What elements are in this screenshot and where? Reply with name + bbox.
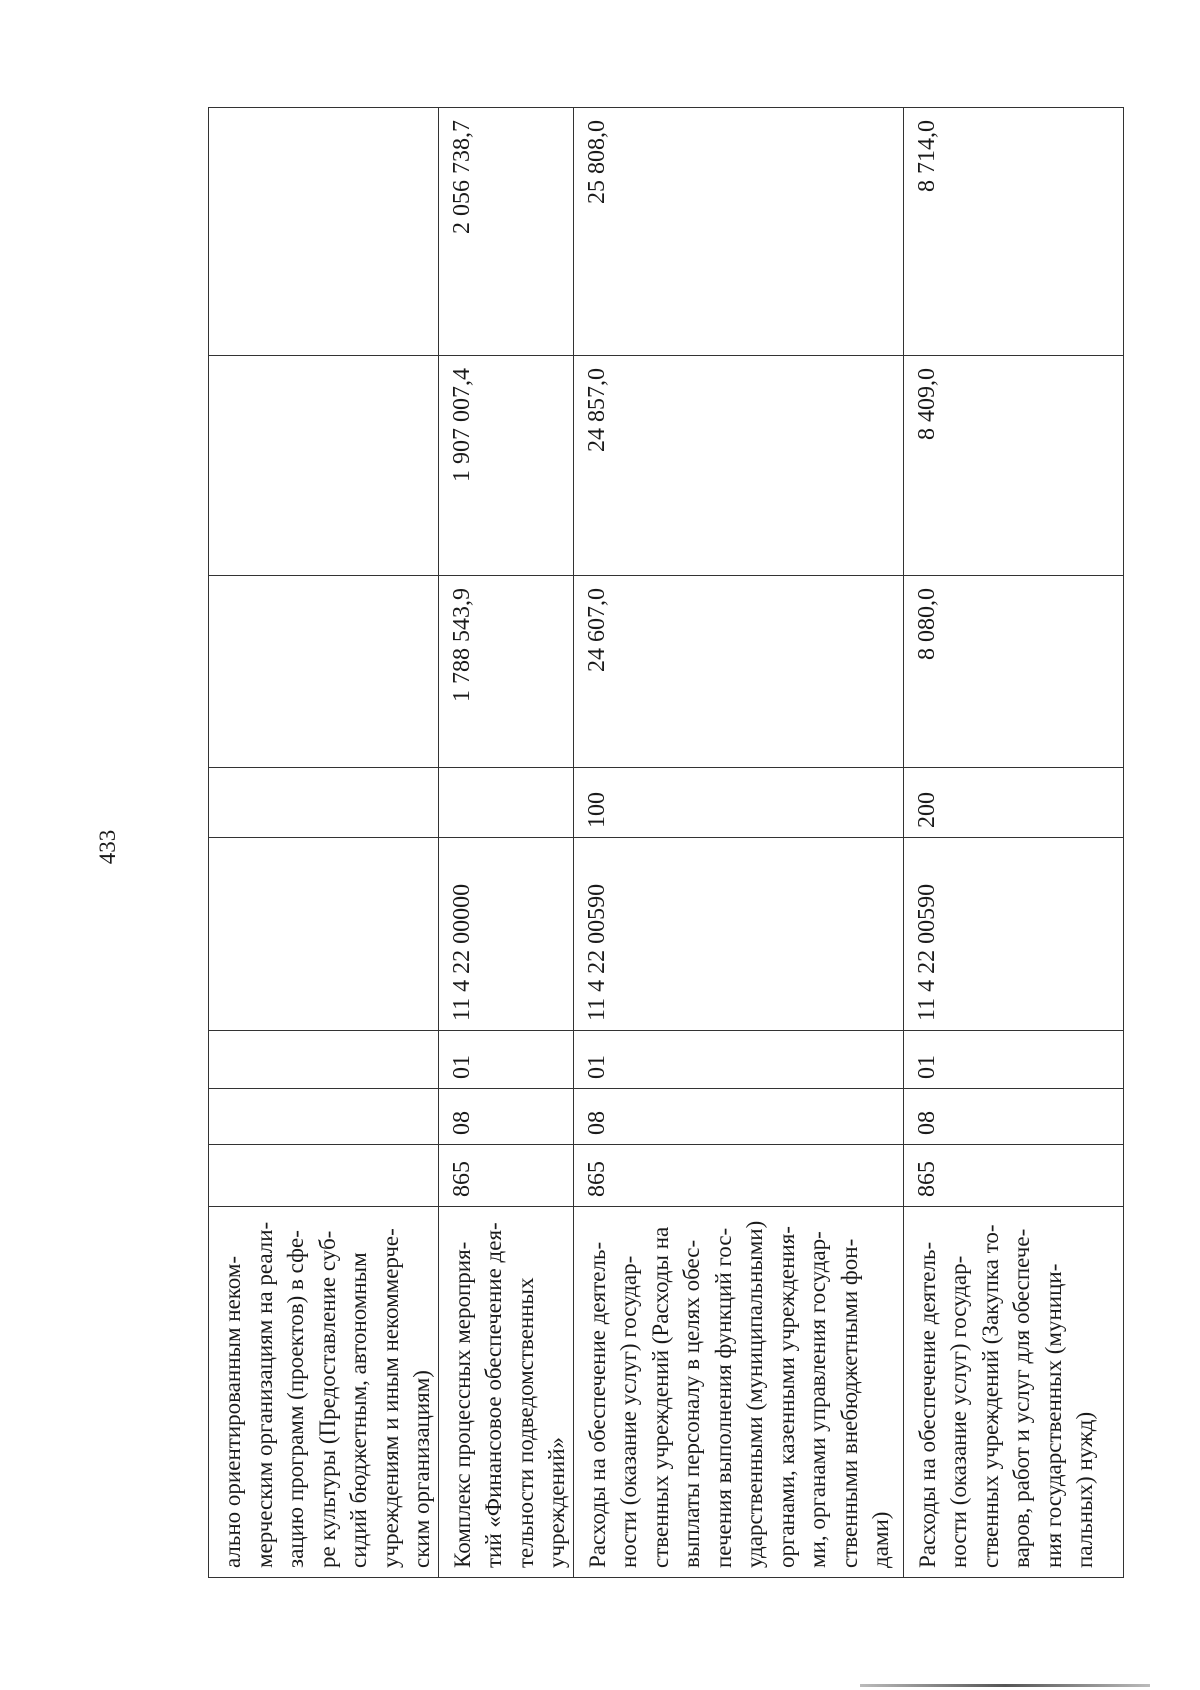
amount-cell-2: 24 857,0	[573, 356, 903, 576]
section-code-cell: 08	[903, 1089, 1123, 1145]
scan-edge-line	[860, 1684, 1150, 1687]
target-code-cell: 11 4 22 00000	[438, 838, 573, 1031]
amount-cell-3: 25 808,0	[573, 108, 903, 356]
subsection-code-cell: 01	[573, 1031, 903, 1089]
table-row	[209, 108, 439, 1578]
budget-table	[208, 107, 1124, 1578]
budget-table-container	[208, 108, 1108, 1578]
amount-cell-1	[209, 576, 439, 768]
ministry-code-cell	[209, 1145, 439, 1207]
ministry-code-cell: 865	[573, 1145, 903, 1207]
page-number: 433	[95, 829, 120, 865]
section-code-cell	[209, 1089, 439, 1145]
amount-cell-2: 1 907 007,4	[438, 356, 573, 576]
expense-type-cell	[209, 768, 439, 838]
description-cell: Комплекс процессных мероприя- тий «Финансовое обеспечение дея- тельности подведомственных учреждений»	[438, 1207, 573, 1578]
expense-type-cell	[438, 768, 573, 838]
target-code-cell	[209, 838, 439, 1031]
target-code-cell: 11 4 22 00590	[573, 838, 903, 1031]
subsection-code-cell: 01	[903, 1031, 1123, 1089]
section-code-cell: 08	[438, 1089, 573, 1145]
subsection-code-cell	[209, 1031, 439, 1089]
ministry-code-cell: 865	[903, 1145, 1123, 1207]
ministry-code-cell: 865	[438, 1145, 573, 1207]
table-row	[903, 108, 1123, 1578]
expense-type-cell: 100	[573, 768, 903, 838]
description-cell: Расходы на обеспечение деятель- ности (оказание услуг) государ- ственных учреждений (Расходы на выплаты персоналу в целях обес- печения выполнения функций гос- ударственными (муниципальными) органами, казенными учреждения- ми, органами управления государ- ственными внебюджетными фон- дами)	[573, 1207, 903, 1578]
amount-cell-2	[209, 356, 439, 576]
subsection-code-cell: 01	[438, 1031, 573, 1089]
target-code-cell: 11 4 22 00590	[903, 838, 1123, 1031]
table-row	[438, 108, 573, 1578]
description-cell: Расходы на обеспечение деятель- ности (оказание услуг) государ- ственных учреждений (Закупка то- варов, работ и услуг для обеспече- ния государственных (муници- пальных) нужд)	[903, 1207, 1123, 1578]
amount-cell-3: 2 056 738,7	[438, 108, 573, 356]
amount-cell-3: 8 714,0	[903, 108, 1123, 356]
amount-cell-2: 8 409,0	[903, 356, 1123, 576]
section-code-cell: 08	[573, 1089, 903, 1145]
amount-cell-1: 24 607,0	[573, 576, 903, 768]
amount-cell-3	[209, 108, 439, 356]
amount-cell-1: 1 788 543,9	[438, 576, 573, 768]
amount-cell-1: 8 080,0	[903, 576, 1123, 768]
table-row	[573, 108, 903, 1578]
expense-type-cell: 200	[903, 768, 1123, 838]
description-cell: ально ориентированным неком- мерческим организациям на реали- зацию программ (проектов) в сфе- ре культуры (Предоставление суб- сидий бюджетным, автономным учреждениям и иным некоммерче- ским организациям)	[209, 1207, 439, 1578]
